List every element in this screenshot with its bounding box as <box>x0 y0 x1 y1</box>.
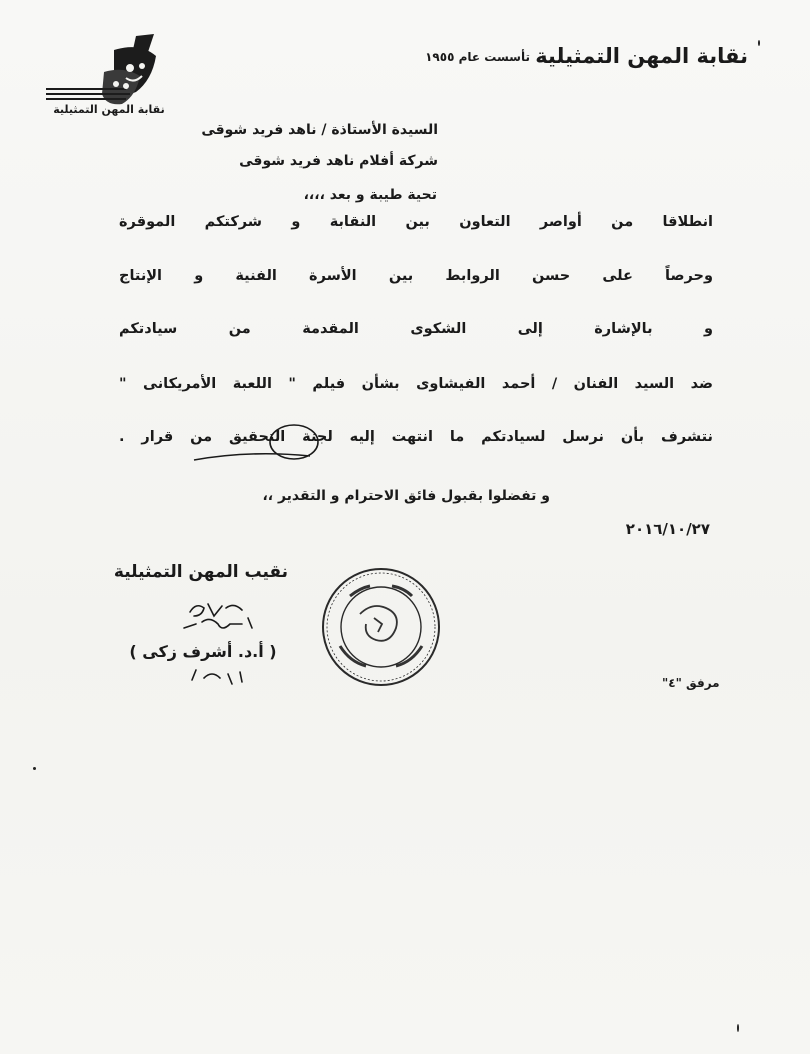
body-line: نتشرف بأن نرسل لسيادتكم ما انتهت إليه لجنة التحقيق من قرار . <box>119 429 713 445</box>
body-line: و بالإشارة إلى الشكوى المقدمة من سيادتكم <box>119 321 713 337</box>
scan-speck <box>758 40 760 46</box>
closing-line: و تفضلوا بقبول فائق الاحترام و التقدير ،، <box>262 488 550 504</box>
signatory-name: ( أ.د. أشرف زكى ) <box>129 642 277 661</box>
body-line: ضد السيد الفنان / أحمد الفيشاوى بشأن فيلم " اللعبة الأمريكانى " <box>119 376 713 392</box>
founded-date: تأسست عام ١٩٥٥ <box>425 50 530 64</box>
signatory-title: نقيب المهن التمثيلية <box>113 562 289 582</box>
organization-name: نقابة المهن التمثيلية <box>535 44 748 68</box>
attachment-note: مرفق "٤" <box>662 676 720 690</box>
greeting: تحية طيبة و بعد ،،،، <box>303 187 437 203</box>
scan-speck <box>737 1024 739 1032</box>
pen-annotation <box>190 420 370 468</box>
official-stamp <box>320 566 442 688</box>
scan-speck <box>33 767 36 770</box>
addressee: السيدة الأستاذة / ناهد فريد شوقى <box>201 122 438 138</box>
letter-date: ٢٠١٦/١٠/٢٧ <box>625 520 710 538</box>
body-line: انطلاقا من أواصر التعاون بين النقابة و شركتكم الموقرة <box>119 214 713 230</box>
body-line: وحرصاً على حسن الروابط بين الأسرة الفنية و الإنتاج <box>119 268 713 284</box>
logo-caption: نقابة المهن التمثيلية <box>53 103 165 116</box>
company-name: شركة أفلام ناهد فريد شوقى <box>239 153 438 169</box>
